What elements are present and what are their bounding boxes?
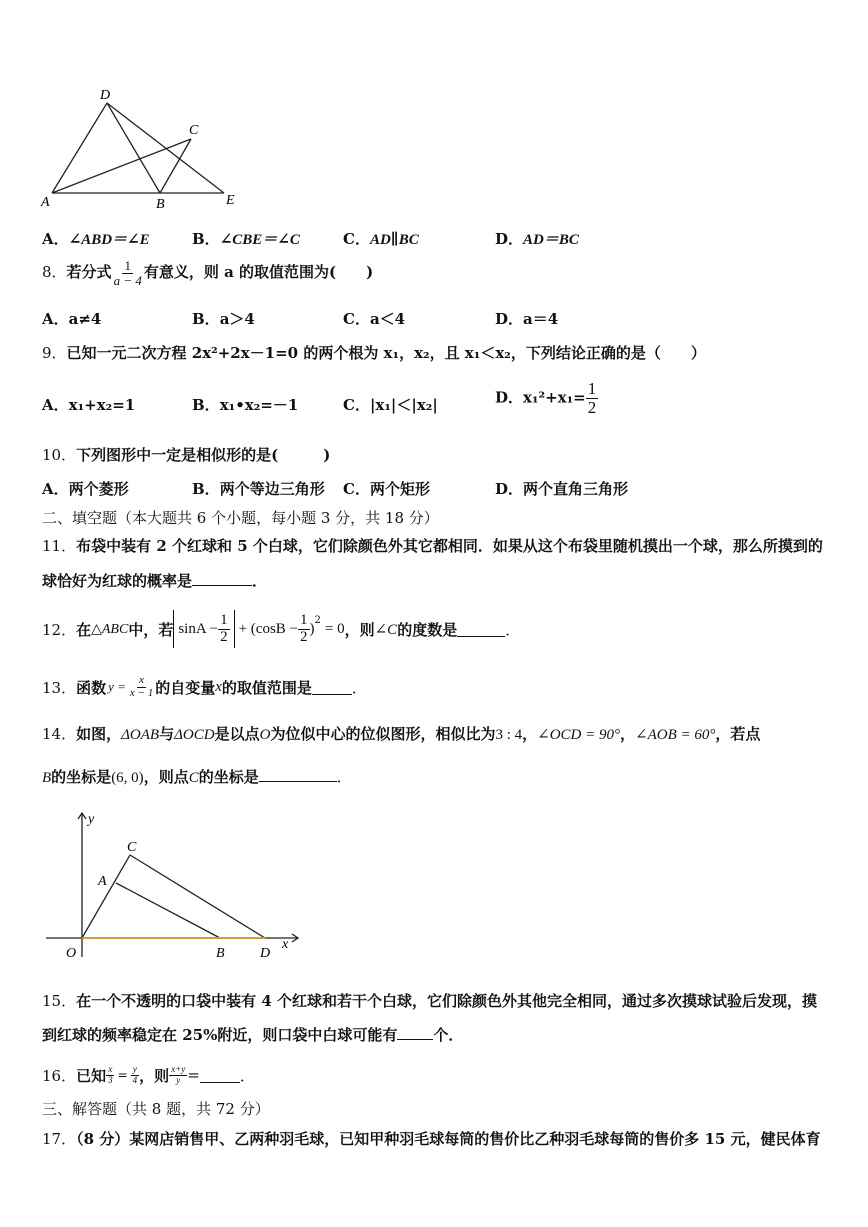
q8-fraction: $\frac{1}{a - 4}$ <box>113 258 142 288</box>
q7-option-d <box>495 228 579 249</box>
option-text: a＜4 <box>369 310 406 328</box>
q8-option-b <box>192 308 255 329</box>
q9-option-d <box>495 380 598 417</box>
q8-pre: 若分式 <box>66 263 112 282</box>
q8-option-d <box>495 308 558 329</box>
option-text: 两个直角三角形 <box>523 480 629 498</box>
q15-line-1 <box>42 990 817 1011</box>
segment-oc <box>82 855 130 938</box>
answer-blank[interactable] <box>200 1068 240 1083</box>
option-text: x₁²+x₁= <box>523 388 586 407</box>
option-letter: A． <box>42 480 69 498</box>
question-number: 9． <box>42 344 67 362</box>
question-number: 17． <box>42 1130 77 1148</box>
q17-text: （8 分）某网店销售甲、乙两种羽毛球，已知甲种羽毛球每筒的售价比乙种羽毛球每筒的售价多 15 元，健民体育 <box>76 1130 821 1148</box>
figure-triangle-adbce <box>36 84 246 214</box>
option-text: 两个菱形 <box>68 480 129 498</box>
option-letter: C． <box>343 230 370 248</box>
option-letter: D． <box>495 230 524 248</box>
question-number: 15． <box>42 992 77 1010</box>
q10-option-d <box>495 478 628 499</box>
q14-line-1: 14．如图，ΔOAB与ΔOCD是以点O为位似中心的位似图形，相似比为3 : 4，∠OCD = 90°，∠AOB = 60°，若点 <box>42 725 761 743</box>
option-text: |x₁|＜|x₂| <box>369 396 438 414</box>
q9-option-c <box>343 394 438 415</box>
option-letter: D． <box>495 388 524 407</box>
q7-option-b <box>192 228 300 249</box>
q11-text: 布袋中装有 2 个红球和 5 个白球，它们除颜色外其它都相同．如果从这个布袋里随机摸出一个球，那么所摸到的 <box>76 537 823 555</box>
option-text: 两个等边三角形 <box>219 480 325 498</box>
label-x: x <box>282 937 289 952</box>
option-text: 两个矩形 <box>369 480 430 498</box>
answer-blank[interactable] <box>312 680 352 695</box>
q10-option-a <box>42 478 129 499</box>
segment-db <box>107 103 160 193</box>
segment-ab <box>116 883 220 938</box>
question-number: 8． <box>42 263 67 282</box>
question-number: 16． <box>42 1066 77 1085</box>
option-letter: B． <box>192 396 220 414</box>
question-number: 13． <box>42 678 77 697</box>
option-text: AD＝BC <box>523 232 579 248</box>
answer-blank[interactable] <box>397 1025 433 1040</box>
q12-frac-2: $\frac{1}{2}$ <box>300 611 308 645</box>
q12-stem: 12． 在 △ABC 中，若 sinA − $\frac{1}{2}$ + (cosB − $\frac{1}{2}$ ) $^2$ = 0 ，则 ∠C 的度数是 ． <box>42 609 520 649</box>
q8-stem <box>42 259 373 287</box>
q9-d-fraction: $\frac{1}{2}$ <box>587 379 597 417</box>
figure-2-svg <box>40 805 310 965</box>
label-e: E <box>226 193 235 208</box>
option-letter: C． <box>343 396 370 414</box>
option-letter: A． <box>42 310 69 328</box>
question-number: 11． <box>42 537 77 555</box>
option-text: x₁+x₂=1 <box>68 396 136 414</box>
option-text: a＝4 <box>523 310 559 328</box>
q15-line-2: 到红球的频率稳定在 25%附近，则口袋中白球可能有 个． <box>42 1026 464 1044</box>
label-c: C <box>189 123 199 138</box>
question-number: 12． <box>42 620 77 639</box>
q11-line-2: 球恰好为红球的概率是 ． <box>42 572 268 590</box>
option-text: a≠4 <box>68 310 102 328</box>
label-d: D <box>260 946 271 961</box>
q13-fraction: $\frac{x}{x - 1}$ <box>129 673 154 699</box>
q11-text-2: 球恰好为红球的概率是 <box>42 572 193 590</box>
answer-blank[interactable] <box>259 767 337 782</box>
option-letter: C． <box>343 310 370 328</box>
q10-option-c <box>343 478 430 499</box>
option-text: ∠CBE＝∠C <box>219 232 300 248</box>
label-c: C <box>127 840 137 855</box>
label-b: B <box>216 946 225 961</box>
option-letter: B． <box>192 230 220 248</box>
label-a: A <box>41 195 50 210</box>
q12-frac-1: $\frac{1}{2}$ <box>220 611 228 645</box>
q9-option-a <box>42 394 135 415</box>
option-text: AD∥BC <box>369 232 419 248</box>
question-number: 10． <box>42 446 77 464</box>
q9-stem <box>42 342 706 363</box>
q7-option-c <box>343 228 419 249</box>
q8-option-a <box>42 308 101 329</box>
q10-option-b <box>192 478 325 499</box>
option-text: a＞4 <box>219 310 255 328</box>
option-letter: D． <box>495 310 524 328</box>
q9-text: 已知一元二次方程 2x²+2x－1=0 的两个根为 x₁，x₂，且 x₁＜x₂，下列结论正确的是（ ） <box>66 344 706 362</box>
answer-blank[interactable] <box>192 571 252 586</box>
q13-stem: 13． 函数 y = $\frac{x}{x - 1}$ 的自变量 x 的取值范围是 ． <box>42 673 367 699</box>
figure-coordinate-similar-triangles <box>40 805 310 965</box>
q16-frac-2: $\frac{y}{4}$ <box>132 1064 138 1085</box>
section-3-title: 三、解答题（共 8 题，共 72 分） <box>42 1100 270 1118</box>
segment-ad <box>52 103 107 193</box>
option-letter: C． <box>343 480 370 498</box>
segment-ac <box>52 139 191 193</box>
option-text: x₁•x₂=－1 <box>219 396 299 414</box>
q11-line-1 <box>42 535 823 556</box>
triangle-abc: △ABC <box>91 621 129 637</box>
option-letter: A． <box>42 230 69 248</box>
q16-stem: 16． 已知 $\frac{x}{3}$ = $\frac{y}{4}$ ，则 $\frac{x+y}{y}$ = ． <box>42 1064 255 1085</box>
q8-option-c <box>343 308 405 329</box>
q16-frac-1: $\frac{x}{3}$ <box>108 1064 113 1085</box>
label-y: y <box>88 812 95 827</box>
option-letter: B． <box>192 480 220 498</box>
section-2-title: 二、填空题（本大题共 6 个小题，每小题 3 分，共 18 分） <box>42 509 439 527</box>
option-letter: A． <box>42 396 69 414</box>
q15-text: 在一个不透明的口袋中装有 4 个红球和若干个白球，它们除颜色外其他完全相同，通过多次摸球试验后发现，摸 <box>76 992 817 1010</box>
label-o: O <box>66 946 77 961</box>
label-b: B <box>156 197 165 212</box>
q9-option-b <box>192 394 298 415</box>
segment-de <box>107 103 224 193</box>
answer-blank[interactable] <box>457 622 505 637</box>
abs-expression: sinA − $\frac{1}{2}$ <box>173 610 234 648</box>
option-letter: B． <box>192 310 220 328</box>
q8-post: 有意义，则 a 的取值范围为( ) <box>143 263 374 282</box>
label-d: D <box>100 88 111 103</box>
q17-stem <box>42 1128 821 1149</box>
q15-text-2: 到红球的频率稳定在 25%附近，则口袋中白球可能有 <box>42 1026 398 1044</box>
q10-text: 下列图形中一定是相似形的是( ) <box>76 446 331 464</box>
q14-line-2: B的坐标是(6, 0)，则点C的坐标是 ． <box>42 768 352 786</box>
figure-1-svg <box>36 84 246 214</box>
label-a: A <box>98 874 107 889</box>
q16-frac-3: $\frac{x+y}{y}$ <box>171 1064 186 1085</box>
q10-stem <box>42 444 330 465</box>
q7-option-a <box>42 228 150 249</box>
question-number: 14． <box>42 725 77 743</box>
option-letter: D． <box>495 480 524 498</box>
option-text: ∠ABD＝∠E <box>68 232 150 248</box>
